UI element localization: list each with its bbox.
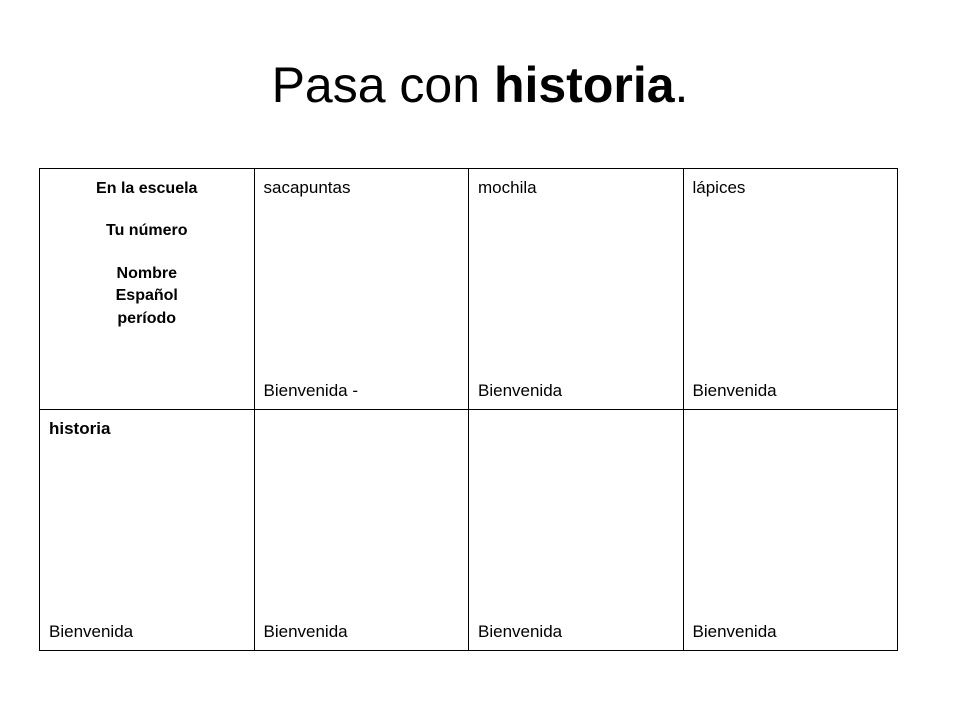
cell-signature-label: Bienvenida [263,622,348,641]
cell-signature-label: Bienvenida [692,622,777,641]
cell-word: sacapuntas [263,178,351,197]
grid-cell [254,410,469,651]
header-cell [40,169,255,410]
grid-cell [254,169,469,410]
cell-word: mochila [478,178,537,197]
grid-cell [469,169,684,410]
cell-word: lápices [692,178,746,197]
header-line-spanish: Español [115,287,178,305]
title-suffix: . [674,57,689,113]
header-line-name: Nombre [116,264,177,282]
grid-cell [683,169,898,410]
header-line-period: período [117,309,177,327]
cell-word: historia [49,419,111,438]
grid-cell [469,410,684,651]
grid-row-2 [40,410,898,651]
grid-row-1 [40,169,898,410]
cell-signature-label: Bienvenida [478,381,563,400]
cell-signature-label: Bienvenida [49,622,134,641]
header-line-school: En la escuela [96,180,198,197]
header-line-number: Tu número [106,222,188,240]
cell-signature-label: Bienvenida [692,381,777,400]
grid-cell [40,410,255,651]
title-bold-word: historia [493,57,675,113]
slide-title [0,55,960,115]
cell-signature-label: Bienvenida - [263,381,359,400]
title-prefix: Pasa con [271,57,494,113]
bingo-grid [39,168,898,651]
grid-cell [683,410,898,651]
cell-signature-label: Bienvenida [478,622,563,641]
header-stack [40,178,254,330]
